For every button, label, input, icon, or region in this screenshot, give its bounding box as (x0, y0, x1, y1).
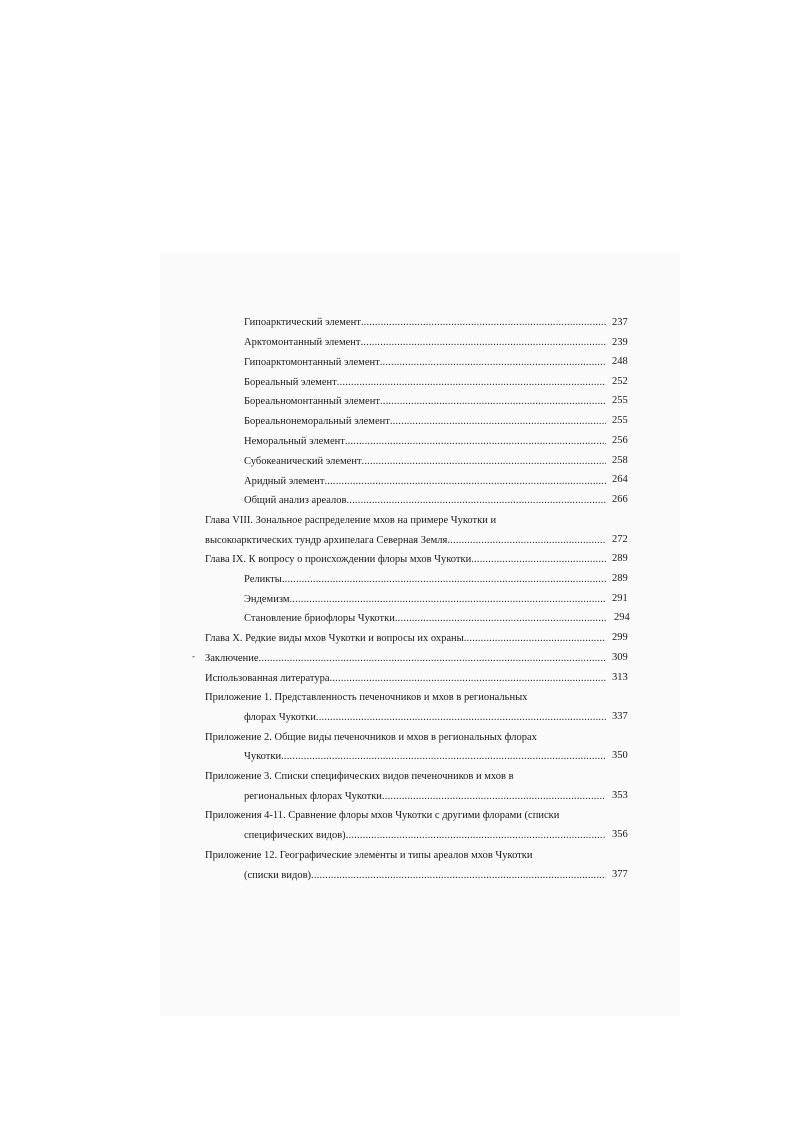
toc-entry-page (612, 710, 628, 723)
toc-entry-text: Глава VIII. Зональное распределение мхов на примере Чукотки и (205, 515, 497, 526)
toc-entry-text: региональных флорах Чукотки (244, 791, 382, 802)
toc-entry (244, 415, 608, 428)
toc-entry (244, 316, 608, 329)
toc-entry-page (612, 454, 628, 467)
toc-page-number: 255 (612, 395, 628, 406)
toc-entry-text: Приложение 1. Представленность печеночников и мхов в региональных (205, 692, 528, 703)
toc-entry-text: Становление бриофлоры Чукотки (244, 613, 395, 624)
toc-entry-page (612, 355, 628, 368)
toc-entry-text: Приложение 2. Общие виды печеночников и мхов в региональных флорах (205, 732, 537, 743)
toc-entry-page (612, 828, 628, 841)
toc-entry-text: Заключение (205, 653, 259, 664)
toc-entry (244, 593, 608, 606)
toc-entry (244, 829, 608, 842)
toc-page-number: 237 (612, 317, 628, 328)
toc-page-number: 272 (612, 534, 628, 545)
toc-page-number: 313 (612, 672, 628, 683)
toc-entry (244, 494, 608, 507)
toc-page-number: 309 (612, 652, 628, 663)
toc-appendix-heading (205, 770, 514, 783)
toc-page-number: 337 (612, 711, 628, 722)
toc-entry-page (612, 789, 628, 802)
toc-entry-text: Бореальномонтанный элемент (244, 396, 380, 407)
toc-entry (244, 790, 608, 803)
toc-page-number: 294 (614, 612, 630, 623)
toc-page-number: 289 (612, 573, 628, 584)
toc-appendix-heading (205, 809, 559, 822)
toc-entry-page (612, 671, 628, 684)
toc-entry (205, 632, 608, 645)
toc-appendix-heading (205, 849, 533, 862)
toc-entry (205, 672, 608, 685)
toc-entry (205, 652, 608, 665)
toc-entry-page (612, 749, 628, 762)
toc-page-number: 299 (612, 632, 628, 643)
toc-entry (244, 435, 608, 448)
toc-entry (244, 612, 608, 625)
toc-entry (205, 553, 608, 566)
toc-entry-text: Эндемизм (244, 594, 290, 605)
stray-mark: - (192, 651, 195, 661)
toc-entry-text: специфических видов) (244, 830, 346, 841)
toc-entry-text: Приложение 3. Списки специфических видов печеночников и мхов в (205, 771, 514, 782)
toc-page-number: 252 (612, 376, 628, 387)
toc-entry (244, 376, 608, 389)
toc-entry-page (612, 868, 628, 881)
toc-entry (244, 455, 608, 468)
toc-entry-page (612, 316, 628, 329)
toc-entry-text: высокоарктических тундр архипелага Северная Земля (205, 535, 448, 546)
toc-appendix-heading (205, 731, 537, 744)
toc-entry-text: Гипоарктический элемент (244, 317, 361, 328)
toc-entry-page (612, 434, 628, 447)
toc-entry-page (612, 493, 628, 506)
toc-chapter-heading (205, 514, 496, 527)
toc-entry-text: Использованная литература (205, 673, 330, 684)
toc-page-number: 256 (612, 435, 628, 446)
toc-entry-text: Чукотки (244, 751, 282, 762)
toc-page-number: 239 (612, 337, 628, 348)
toc-appendix-heading (205, 691, 527, 704)
toc-entry (244, 711, 608, 724)
toc-entry-page (612, 414, 628, 427)
toc-entry-page (612, 473, 628, 486)
toc-page-number: 353 (612, 790, 628, 801)
toc-entry-page (612, 533, 628, 546)
toc-entry (244, 336, 608, 349)
toc-entry (244, 869, 608, 882)
toc-entry-text: Приложение 12. Географические элементы и типы ареалов мхов Чукотки (205, 850, 533, 861)
toc-page-number: 255 (612, 415, 628, 426)
toc-entry-page (612, 592, 628, 605)
toc-page-number: 266 (612, 494, 628, 505)
toc-page-number: 264 (612, 474, 628, 485)
toc-entry-page (612, 631, 628, 644)
toc-entry-text: Гипоарктомонтанный элемент (244, 357, 380, 368)
toc-entry-text: (списки видов) (244, 870, 312, 881)
toc-page-number: 289 (612, 553, 628, 564)
toc-page-number: 350 (612, 750, 628, 761)
toc-entry-text: Реликты (244, 574, 282, 585)
toc-entry-page (612, 651, 628, 664)
toc-entry (244, 750, 608, 763)
toc-entry (244, 475, 608, 488)
toc-entry (244, 395, 608, 408)
toc-entry-text: флорах Чукотки (244, 712, 316, 723)
toc-entry-text: Глава X. Редкие виды мхов Чукотки и вопросы их охраны (205, 633, 464, 644)
toc-page-number: 356 (612, 829, 628, 840)
toc-entry-page (614, 611, 630, 624)
toc-entry-text: Общий анализ ареалов (244, 495, 347, 506)
toc-entry (205, 534, 608, 547)
toc-entry-page (612, 394, 628, 407)
toc-entry-page (612, 375, 628, 388)
toc-page-number: 291 (612, 593, 628, 604)
toc-entry-text: Неморальный элемент (244, 436, 345, 447)
toc-page-number: 258 (612, 455, 628, 466)
toc-entry-text: Аридный элемент (244, 476, 325, 487)
toc-entry-text: Субокеанический элемент (244, 456, 362, 467)
toc-entry-text: Бореальнонеморальный элемент (244, 416, 390, 427)
toc-entry (244, 356, 608, 369)
toc-entry (244, 573, 608, 586)
toc-entry-text: Приложения 4-11. Сравнение флоры мхов Чукотки с другими флорами (списки (205, 810, 560, 821)
toc-entry-page (612, 336, 628, 349)
toc-page-number: 377 (612, 869, 628, 880)
toc-page-number: 248 (612, 356, 628, 367)
toc-entry-page (612, 572, 628, 585)
toc-entry-text: Арктомонтанный элемент (244, 337, 361, 348)
toc-entry-text: Бореальный элемент (244, 377, 337, 388)
toc-entry-page (612, 552, 628, 565)
toc-entry-text: Глава IX. К вопросу о происхождении флоры мхов Чукотки (205, 554, 472, 565)
